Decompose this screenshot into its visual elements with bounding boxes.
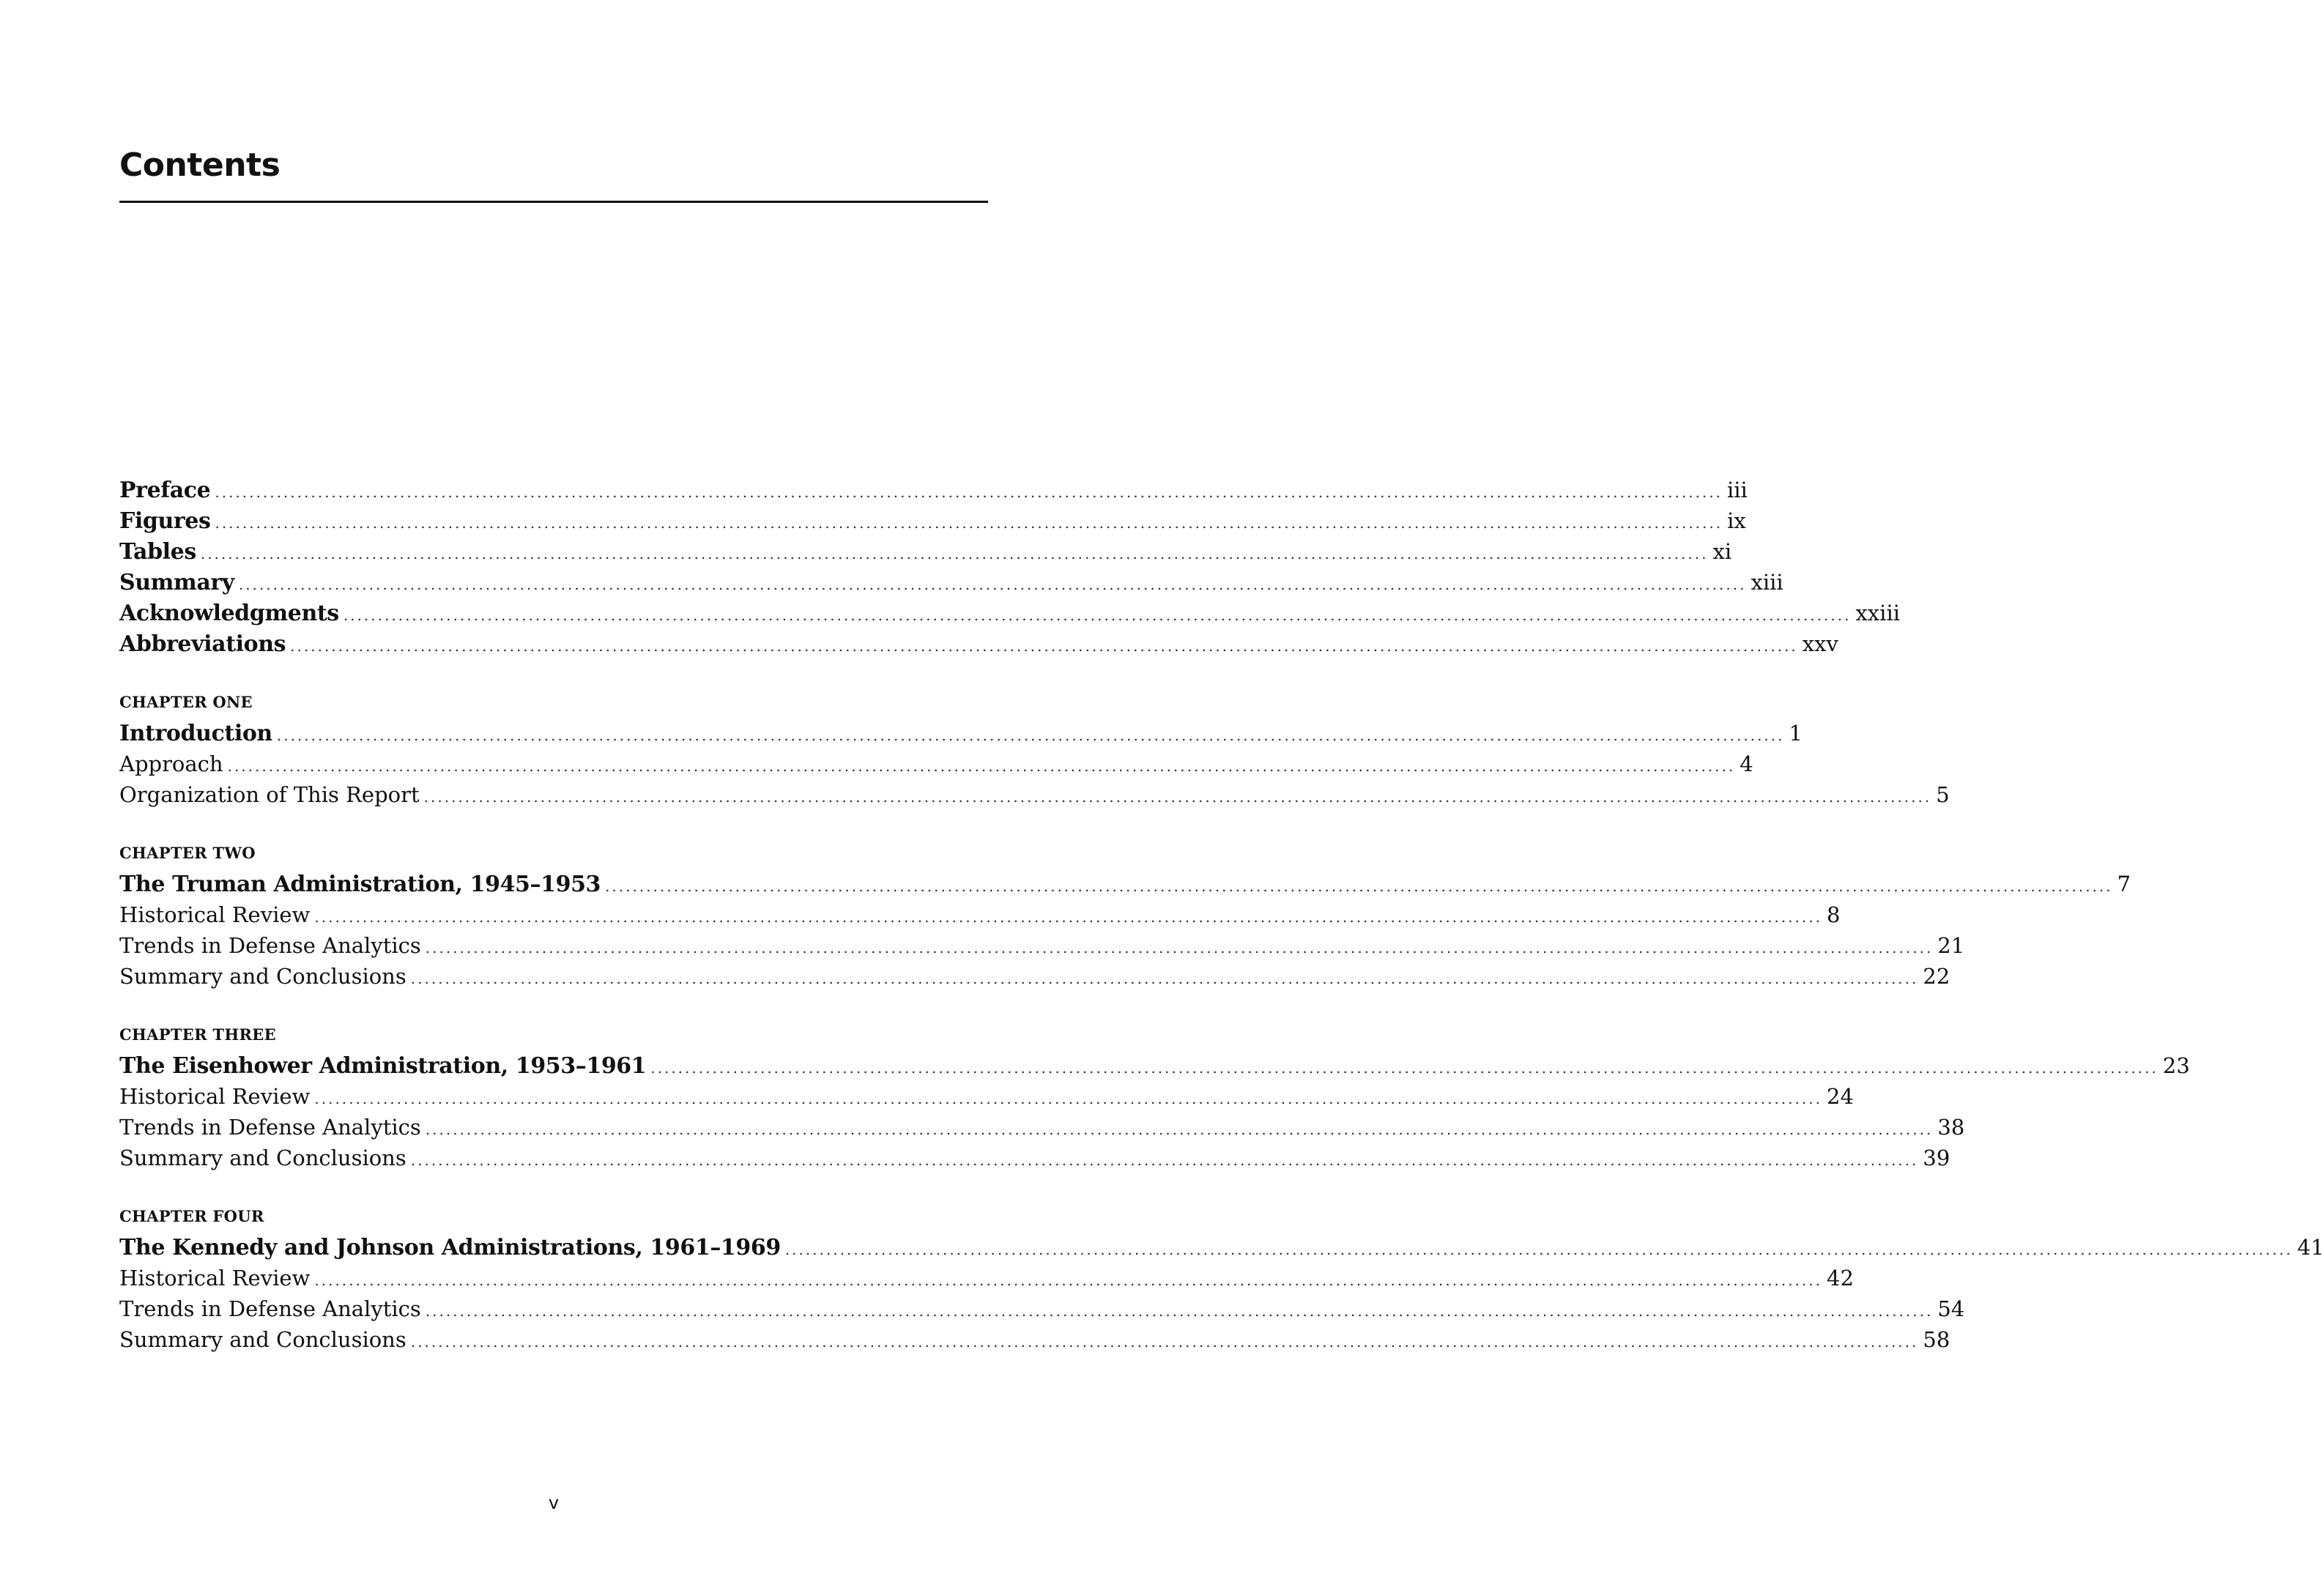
dot-leader: ............................................................................................................................................................................................................................: [605, 877, 2113, 895]
toc-entry-page: 54: [1937, 1296, 1965, 1321]
dot-leader: ............................................................................................................................................................................................................................: [290, 637, 1798, 655]
toc-entry-page: 38: [1937, 1115, 1965, 1140]
toc-entry-page: xi: [1712, 539, 1732, 564]
dot-leader: ............................................................................................................................................................................................................................: [425, 1121, 1934, 1138]
spacer: [119, 992, 988, 1020]
spacer: [119, 1173, 988, 1201]
toc-entry-page: 41: [2297, 1235, 2324, 1260]
toc-entry-label: The Eisenhower Administration, 1953–1961: [119, 1053, 647, 1079]
toc-section-entry[interactable]: [119, 1263, 1854, 1293]
page-number: v: [548, 1493, 560, 1513]
toc-entry-label: Abbreviations: [119, 631, 286, 657]
toc-entry-label: The Kennedy and Johnson Administrations, 1961–1969: [119, 1235, 781, 1260]
toc-section-entry[interactable]: [119, 1143, 1950, 1173]
toc-chapter-entry[interactable]: [119, 718, 1803, 749]
toc-section-entry[interactable]: [119, 1293, 1965, 1324]
toc-entry-page: 7: [2117, 872, 2131, 896]
toc-entry-figures[interactable]: [119, 505, 1746, 536]
toc-entry-abbreviations[interactable]: [119, 628, 1838, 659]
toc-entry-label: Summary and Conclusions: [119, 1145, 406, 1170]
toc-entry-label: Summary and Conclusions: [119, 1327, 406, 1352]
chapter-number-label: CHAPTER FOUR: [119, 1207, 264, 1225]
dot-leader: ............................................................................................................................................................................................................................: [410, 1151, 1919, 1169]
toc-section-entry[interactable]: [119, 1081, 1854, 1112]
toc-entry-page: 22: [1923, 964, 1950, 989]
toc-entry-page: xiii: [1751, 570, 1783, 595]
toc-entry-page: 21: [1937, 933, 1965, 958]
toc-entry-page: iii: [1727, 478, 1748, 502]
dot-leader: ............................................................................................................................................................................................................................: [784, 1241, 2293, 1258]
toc-entry-preface[interactable]: [119, 475, 1748, 505]
toc-entry-page: xxiii: [1855, 601, 1900, 625]
toc-chapter-entry[interactable]: [119, 869, 2131, 899]
toc-entry-page: 39: [1923, 1145, 1950, 1170]
dot-leader: ............................................................................................................................................................................................................................: [215, 514, 1723, 532]
toc-entry-label: Historical Review: [119, 902, 311, 927]
chapter-number-label: CHAPTER ONE: [119, 693, 253, 711]
dot-leader: ............................................................................................................................................................................................................................: [425, 1302, 1934, 1320]
toc-entry-summary[interactable]: [119, 567, 1783, 598]
dot-leader: ............................................................................................................................................................................................................................: [425, 939, 1934, 957]
toc-entry-page: 23: [2162, 1053, 2190, 1078]
toc-entry-page: 8: [1827, 902, 1841, 927]
dot-leader: ............................................................................................................................................................................................................................: [200, 545, 1709, 562]
toc-entry-label: Preface: [119, 478, 211, 503]
toc-entry-page: 4: [1740, 751, 1753, 776]
chapter-number-label: CHAPTER TWO: [119, 844, 256, 862]
toc-entry-page: 1: [1789, 721, 1803, 746]
toc-entry-label: Organization of This Report: [119, 782, 420, 807]
dot-leader: ............................................................................................................................................................................................................................: [238, 576, 1747, 593]
dot-leader: ............................................................................................................................................................................................................................: [423, 788, 1932, 806]
toc-section-entry[interactable]: [119, 749, 1753, 779]
toc-section-entry[interactable]: [119, 930, 1965, 961]
dot-leader: ............................................................................................................................................................................................................................: [276, 727, 1785, 744]
toc-entry-tables[interactable]: [119, 536, 1732, 567]
toc-entry-page: ix: [1727, 508, 1746, 533]
dot-leader: ............................................................................................................................................................................................................................: [314, 1271, 1823, 1289]
dot-leader: ............................................................................................................................................................................................................................: [650, 1059, 2158, 1077]
toc-entry-label: Trends in Defense Analytics: [119, 1115, 421, 1140]
toc-entry-page: 24: [1827, 1084, 1854, 1109]
chapter-number-label: CHAPTER THREE: [119, 1025, 276, 1044]
toc-entry-page: 58: [1923, 1327, 1950, 1352]
toc-entry-acknowledgments[interactable]: [119, 598, 1900, 628]
toc-section-entry[interactable]: [119, 1112, 1965, 1143]
toc-entry-label: Trends in Defense Analytics: [119, 1296, 421, 1321]
toc-entry-label: Figures: [119, 508, 211, 534]
toc-entry-label: Historical Review: [119, 1266, 311, 1291]
toc-entry-label: Tables: [119, 539, 196, 565]
toc-section-entry[interactable]: [119, 961, 1950, 992]
toc-entry-page: 5: [1936, 782, 1950, 807]
toc-entry-label: The Truman Administration, 1945–1953: [119, 872, 601, 897]
toc-entry-label: Historical Review: [119, 1084, 311, 1109]
dot-leader: ............................................................................................................................................................................................................................: [215, 483, 1723, 501]
toc-entry-label: Approach: [119, 751, 223, 776]
dot-leader: ............................................................................................................................................................................................................................: [410, 1333, 1919, 1351]
toc-chapter-entry[interactable]: [119, 1050, 2190, 1081]
table-of-contents: [119, 475, 2324, 1355]
toc-section-entry[interactable]: [119, 1324, 1950, 1355]
title-rule: [119, 201, 988, 203]
toc-entry-label: Summary and Conclusions: [119, 964, 406, 989]
toc-section-entry[interactable]: [119, 899, 1841, 930]
toc-entry-page: xxv: [1802, 631, 1838, 656]
toc-entry-page: 42: [1827, 1266, 1854, 1291]
toc-chapter-entry[interactable]: [119, 1232, 2324, 1263]
toc-entry-label: Trends in Defense Analytics: [119, 933, 421, 958]
dot-leader: ............................................................................................................................................................................................................................: [314, 908, 1823, 926]
dot-leader: ............................................................................................................................................................................................................................: [314, 1090, 1823, 1107]
toc-entry-label: Acknowledgments: [119, 601, 339, 626]
dot-leader: ............................................................................................................................................................................................................................: [343, 606, 1852, 624]
dot-leader: ............................................................................................................................................................................................................................: [227, 757, 1736, 775]
page-title: Contents: [119, 146, 281, 184]
toc-entry-label: Summary: [119, 570, 234, 595]
spacer: [119, 659, 988, 687]
toc-section-entry[interactable]: [119, 779, 1950, 810]
spacer: [119, 810, 988, 838]
toc-entry-label: Introduction: [119, 721, 272, 746]
dot-leader: ............................................................................................................................................................................................................................: [410, 970, 1919, 987]
